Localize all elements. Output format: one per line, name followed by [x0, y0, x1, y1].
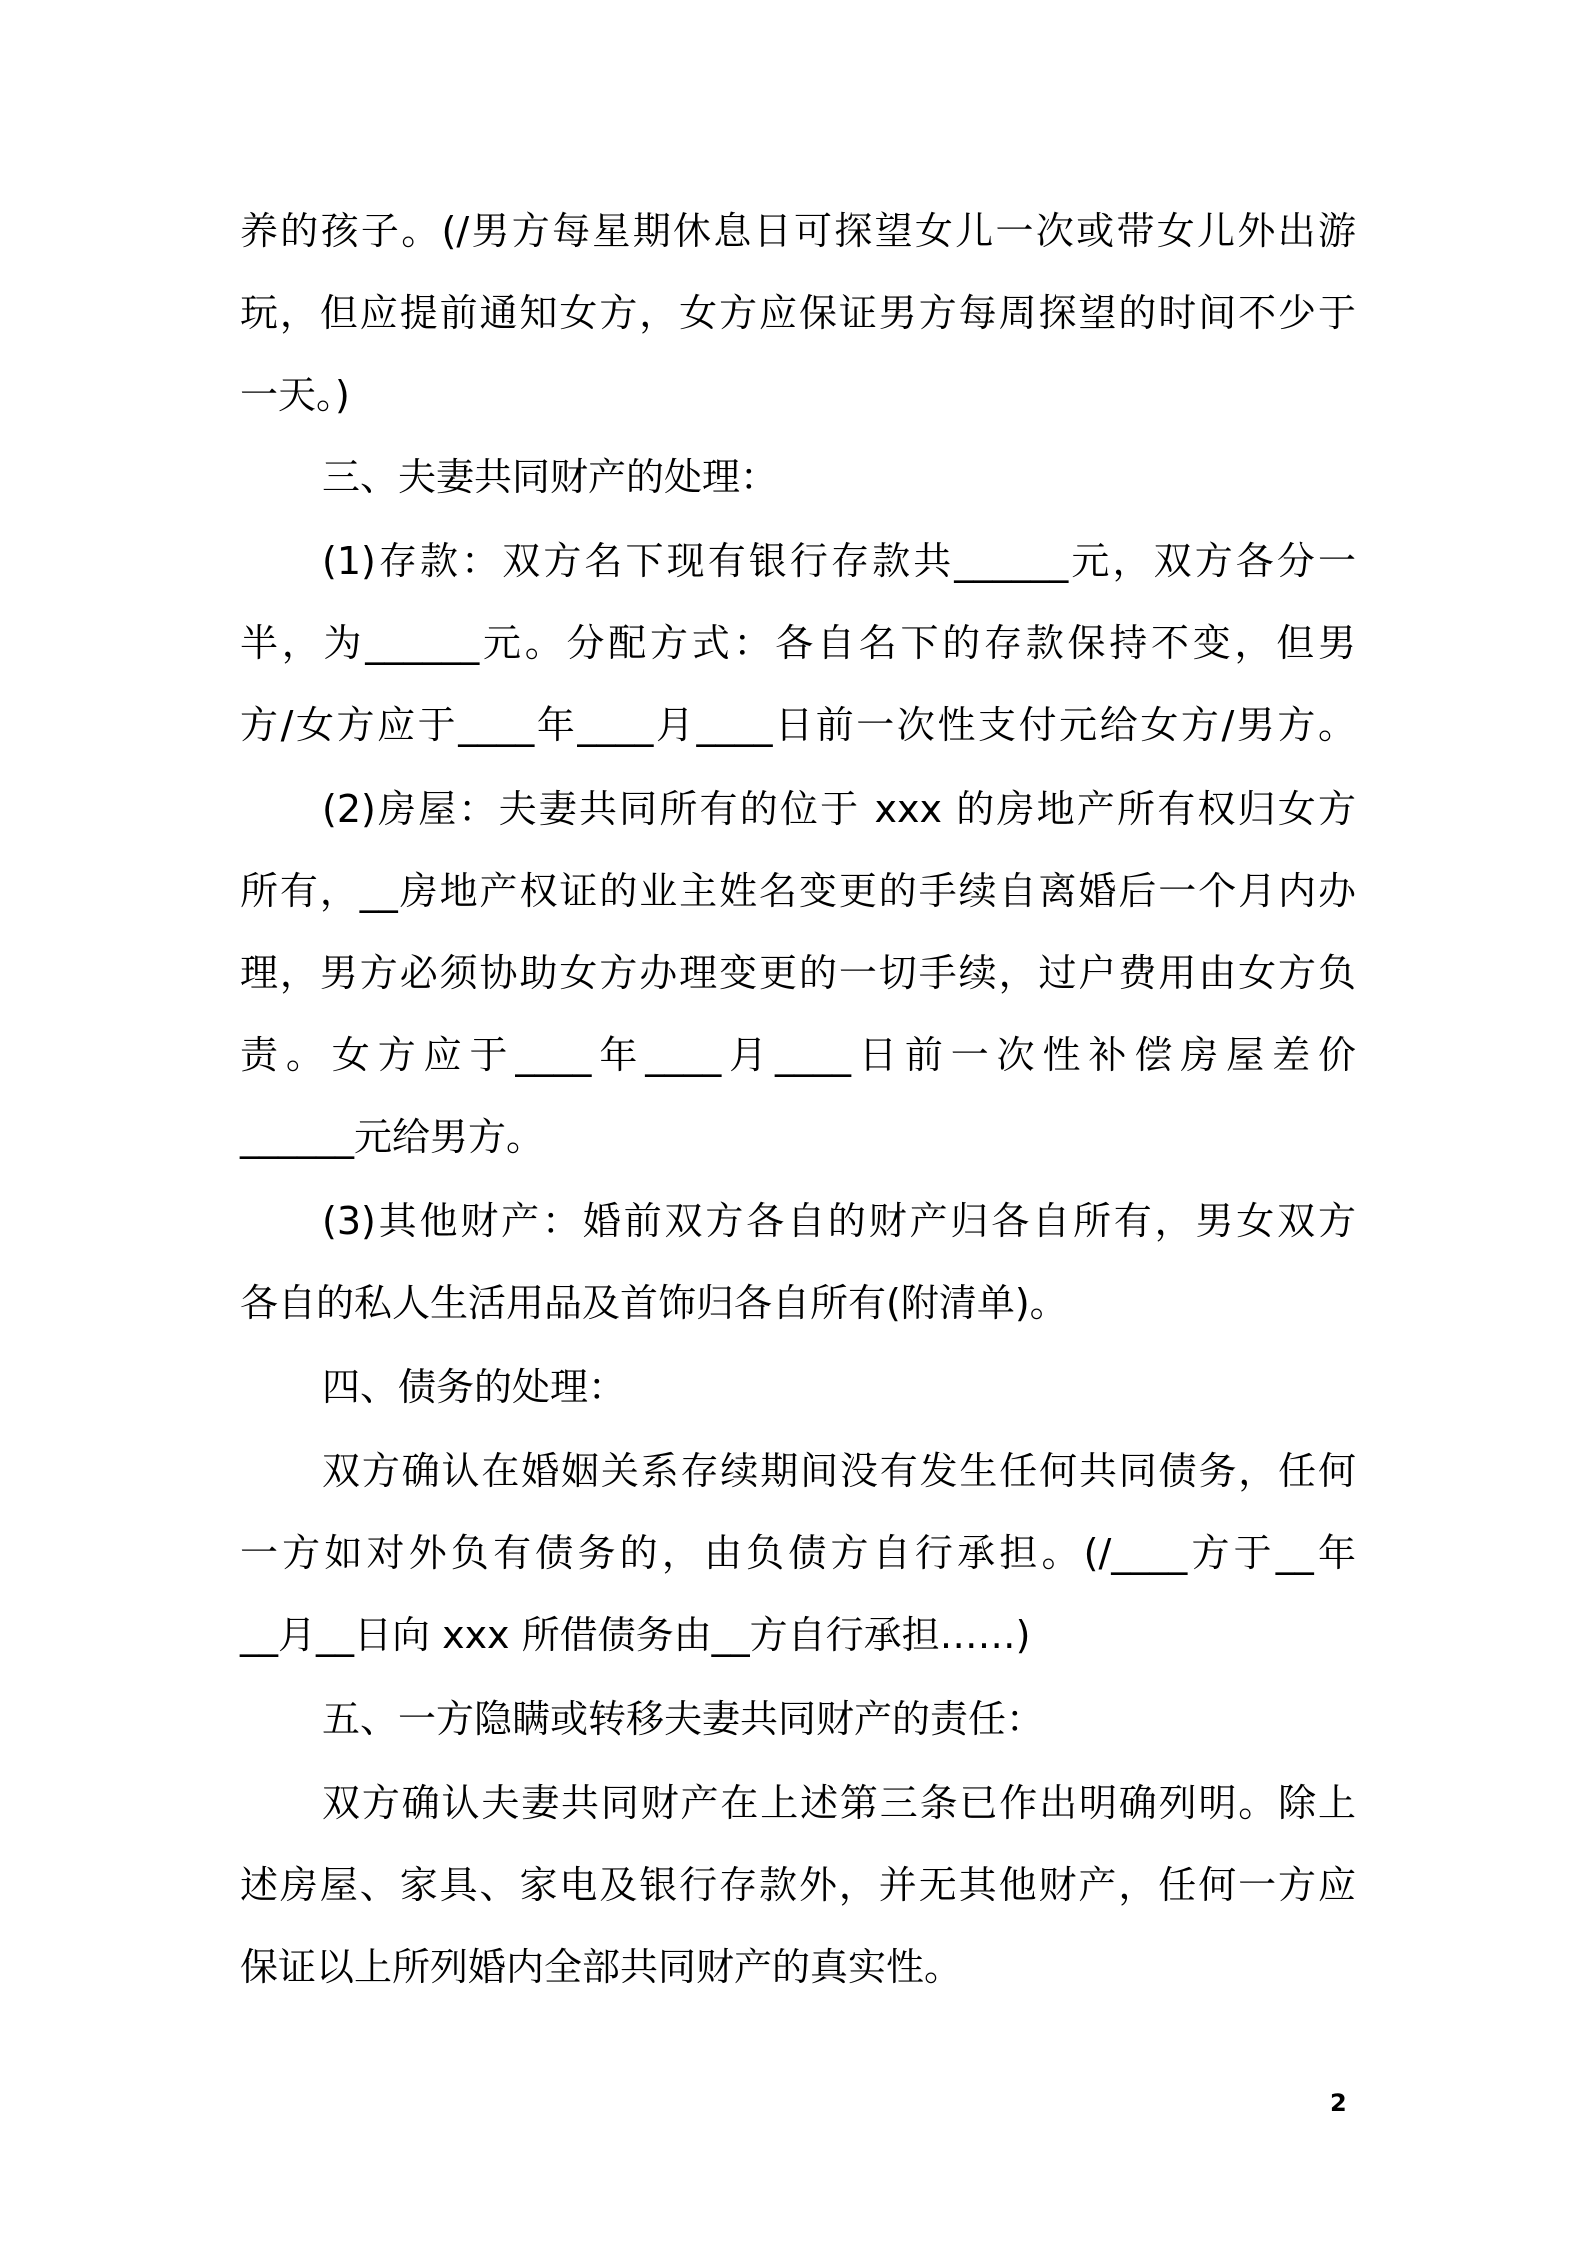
text-line: 述房屋、家具、家电及银行存款外，并无其他财产，任何一方应 [240, 1863, 1356, 1907]
text-line: 保证以上所列婚内全部共同财产的真实性。 [240, 1945, 963, 1989]
section-heading: 五、一方隐瞒或转移夫妻共同财产的责任： [322, 1697, 1045, 1741]
text-line: (3)其他财产：婚前双方各自的财产归各自所有，男女双方 [322, 1199, 1356, 1243]
text-line: 责。女方应于____年____月____日前一次性补偿房屋差价 [240, 1033, 1356, 1077]
text-line: 双方确认在婚姻关系存续期间没有发生任何共同债务，任何 [322, 1449, 1356, 1493]
text-line: __月__日向 xxx 所借债务由__方自行承担……) [240, 1613, 1031, 1657]
section-heading: 三、夫妻共同财产的处理： [322, 455, 779, 499]
text-line: 所有，__房地产权证的业主姓名变更的手续自离婚后一个月内办 [240, 869, 1356, 913]
text-line: 半，为______元。分配方式：各自名下的存款保持不变，但男 [240, 621, 1356, 665]
text-line: 各自的私人生活用品及首饰归各自所有(附清单)。 [240, 1281, 1068, 1325]
text-line: 一方如对外负有债务的，由负债方自行承担。(/____方于__年 [240, 1531, 1356, 1575]
text-line: 养的孩子。(/男方每星期休息日可探望女儿一次或带女儿外出游 [240, 209, 1356, 253]
section-heading: 四、债务的处理： [322, 1365, 627, 1409]
text-line: 双方确认夫妻共同财产在上述第三条已作出明确列明。除上 [322, 1781, 1356, 1825]
text-line: 方/女方应于____年____月____日前一次性支付元给女方/男方。 [240, 703, 1356, 747]
text-line: 一天。) [240, 373, 350, 417]
text-line: 理，男方必须协助女方办理变更的一切手续，过户费用由女方负 [240, 951, 1356, 995]
text-line: (2)房屋：夫妻共同所有的位于 xxx 的房地产所有权归女方 [322, 787, 1356, 831]
text-line: 玩，但应提前通知女方，女方应保证男方每周探望的时间不少于 [240, 291, 1356, 335]
text-line: ______元给男方。 [240, 1115, 545, 1159]
text-line: (1)存款：双方名下现有银行存款共______元，双方各分一 [322, 539, 1356, 583]
page-number: 2 [1330, 2089, 1347, 2117]
